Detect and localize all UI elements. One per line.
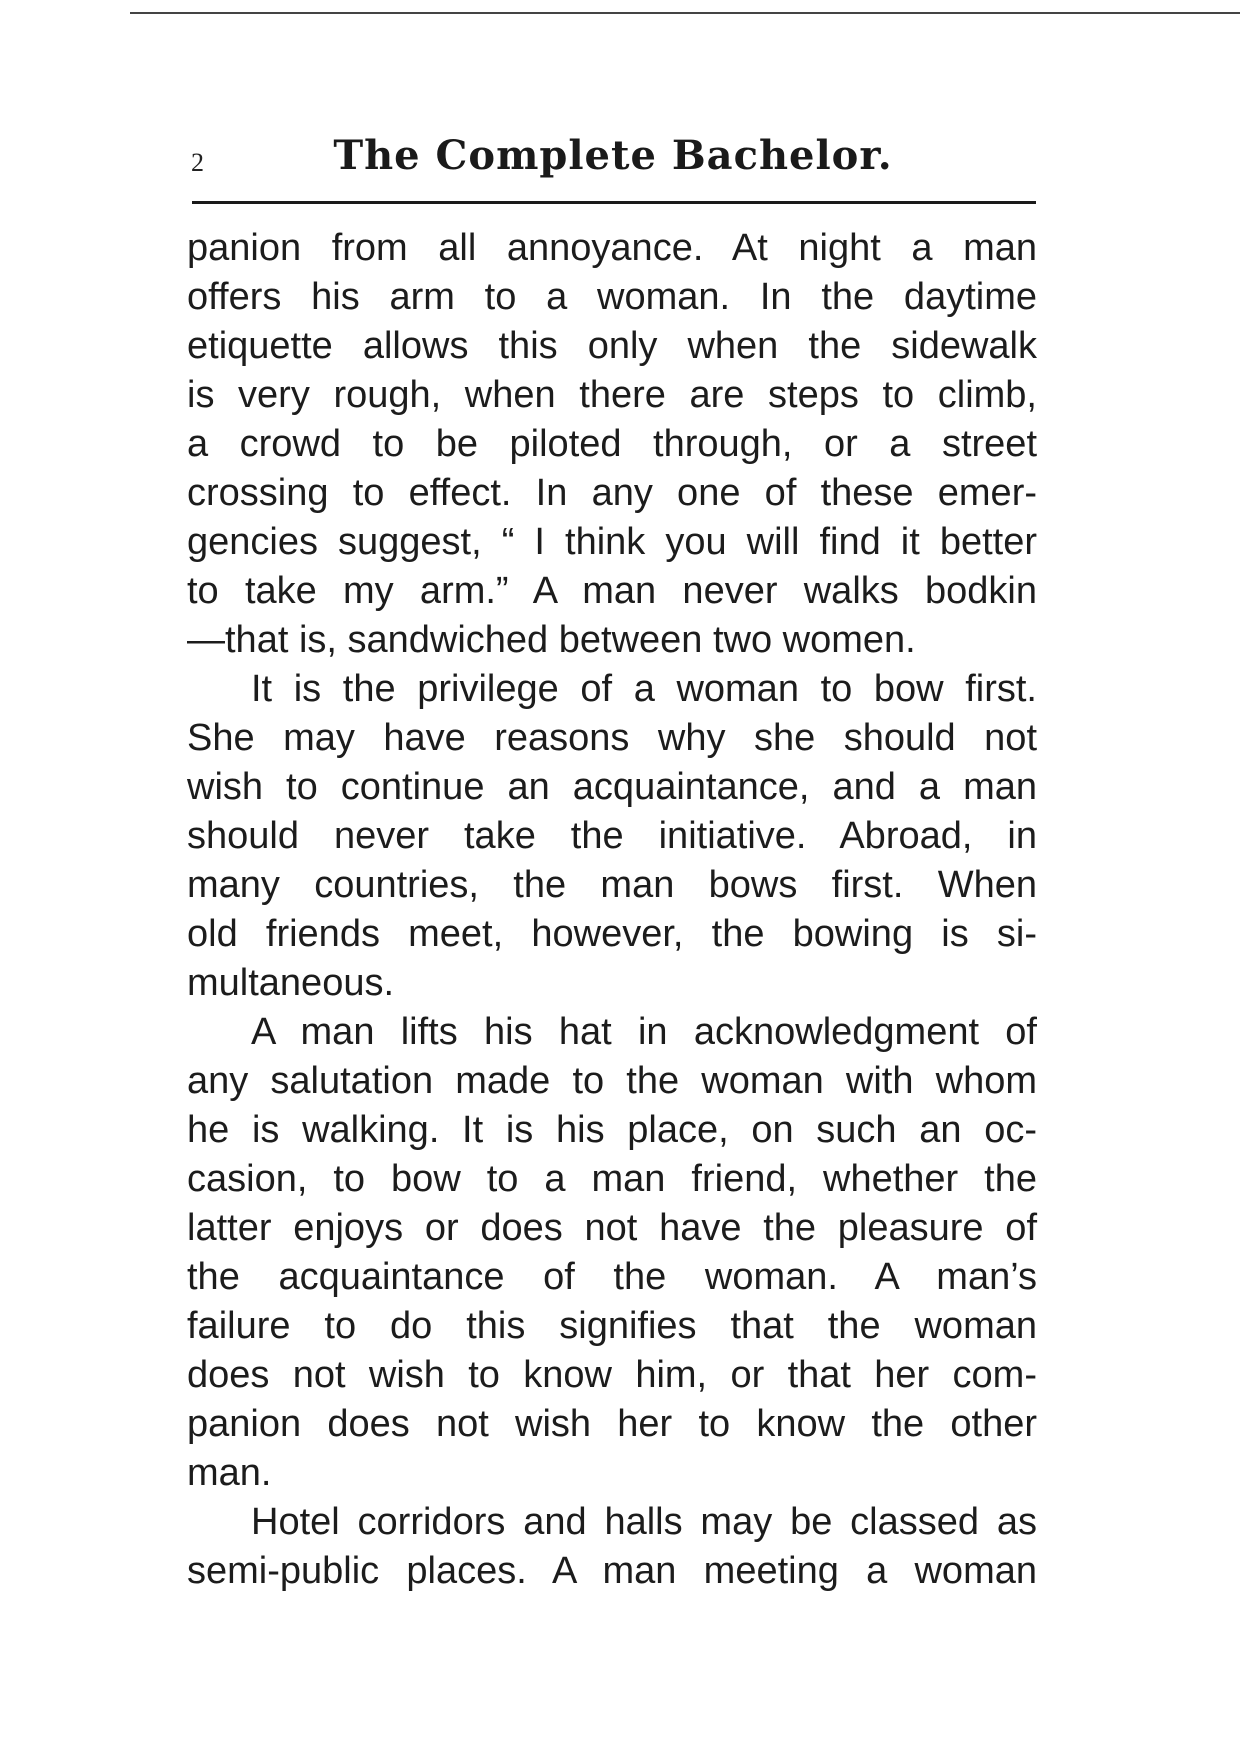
text-line: semi-public places. A man meeting a woman (187, 1550, 1037, 1592)
text-line: to take my arm.” A man never walks bodkin (187, 570, 1037, 612)
text-line: —that is, sandwiched between two women. (187, 619, 916, 661)
text-line: multaneous. (187, 962, 395, 1004)
text-line: It is the privilege of a woman to bow first. (251, 668, 1037, 710)
running-title: The Complete Bachelor. (333, 132, 893, 179)
text-line: panion from all annoyance. At night a man (187, 227, 1037, 269)
page-header (188, 128, 1038, 188)
text-line: is very rough, when there are steps to climb, (187, 374, 1037, 416)
text-line: does not wish to know him, or that her com- (187, 1354, 1037, 1396)
text-line: he is walking. It is his place, on such an oc- (187, 1109, 1037, 1151)
text-line: many countries, the man bows first. When (187, 864, 1037, 906)
text-line: latter enjoys or does not have the pleasure of (187, 1207, 1037, 1249)
text-line: casion, to bow to a man friend, whether the (187, 1158, 1037, 1200)
body-text (187, 224, 1037, 1596)
text-line: crossing to effect. In any one of these emer- (187, 472, 1037, 514)
text-line: Hotel corridors and halls may be classed as (251, 1501, 1037, 1543)
text-line: A man lifts his hat in acknowledgment of (251, 1011, 1037, 1053)
text-line: any salutation made to the woman with whom (187, 1060, 1037, 1102)
text-line: old friends meet, however, the bowing is si- (187, 913, 1037, 955)
page-number: 2 (191, 148, 204, 177)
text-line: failure to do this signifies that the woman (187, 1305, 1037, 1347)
text-line: man. (187, 1452, 272, 1494)
text-line: the acquaintance of the woman. A man’s (187, 1256, 1037, 1298)
text-line: panion does not wish her to know the other (187, 1403, 1037, 1445)
header-rule (192, 201, 1036, 204)
text-line: a crowd to be piloted through, or a street (187, 423, 1037, 465)
text-line: wish to continue an acquaintance, and a man (187, 766, 1037, 808)
text-line: gencies suggest, “ I think you will find it better (187, 521, 1037, 563)
text-line: offers his arm to a woman. In the daytime (187, 276, 1037, 318)
text-line: should never take the initiative. Abroad, in (187, 815, 1037, 857)
text-line: She may have reasons why she should not (187, 717, 1037, 759)
text-line: etiquette allows this only when the sidewalk (187, 325, 1037, 367)
top-border-rule (130, 12, 1240, 14)
